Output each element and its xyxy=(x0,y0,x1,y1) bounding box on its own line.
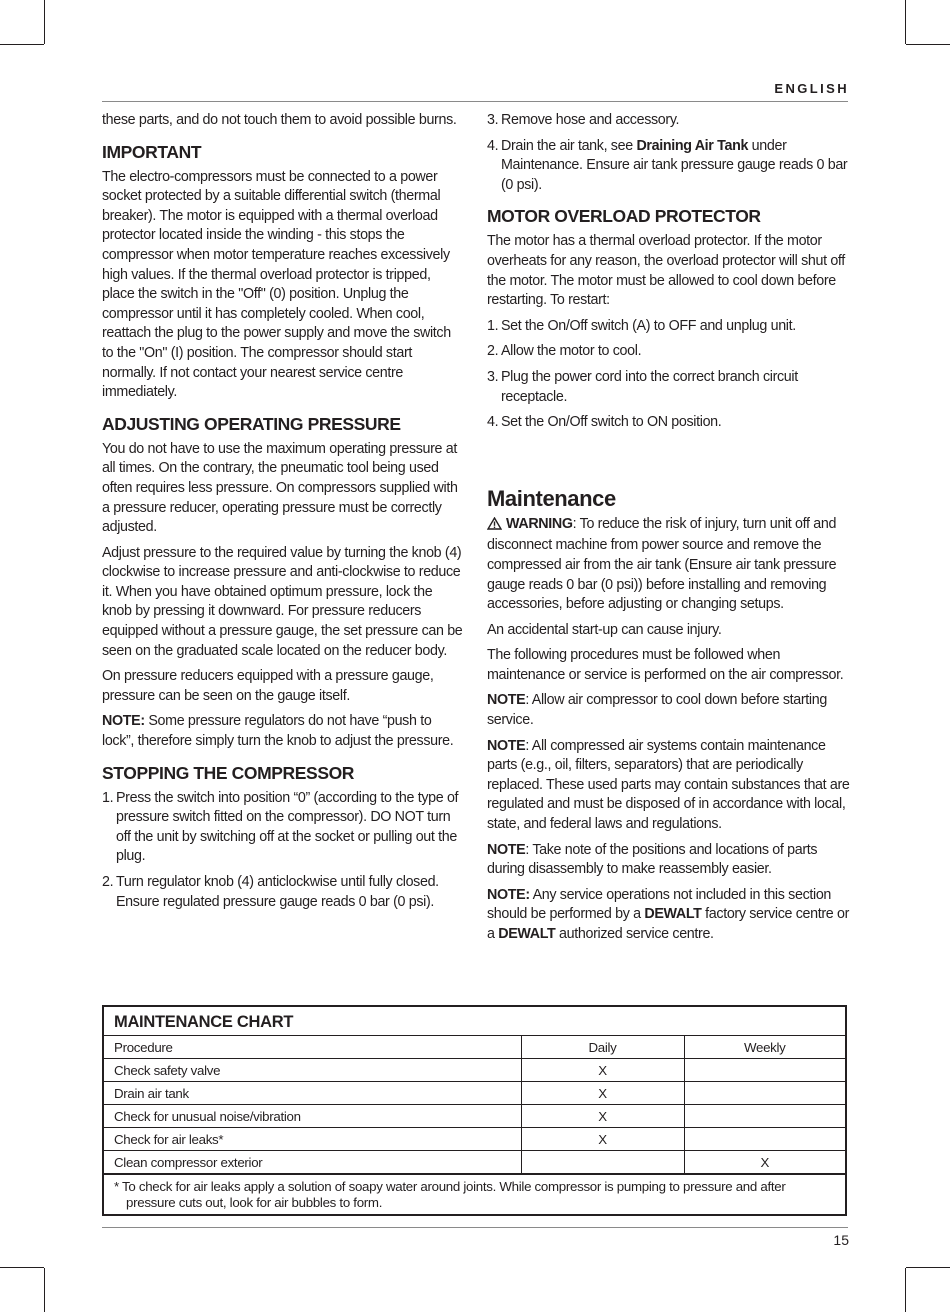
note-text: : Allow air compressor to cool down before starting service. xyxy=(487,692,827,729)
daily-cell: X xyxy=(521,1128,684,1151)
crop-mark xyxy=(906,1267,950,1268)
note-disassembly xyxy=(487,841,851,880)
step-number: 2. xyxy=(487,343,499,360)
list-item xyxy=(102,789,464,867)
table-row xyxy=(104,1059,845,1082)
left-column xyxy=(102,111,464,918)
note-service xyxy=(487,886,851,945)
chart-footnote xyxy=(104,1174,845,1214)
weekly-cell: X xyxy=(684,1151,845,1174)
table-row xyxy=(104,1082,845,1105)
right-column xyxy=(487,111,851,951)
header-procedure: Procedure xyxy=(104,1036,521,1059)
adjusting-heading: ADJUSTING OPERATING PRESSURE xyxy=(102,413,401,434)
note-label: NOTE xyxy=(487,692,526,709)
intro-paragraph: these parts, and do not touch them to avoid possible burns. xyxy=(102,112,457,128)
list-item xyxy=(487,342,851,362)
crop-mark xyxy=(44,1268,45,1312)
procedure-cell: Check for unusual noise/vibration xyxy=(104,1105,521,1128)
pressure-note xyxy=(102,712,464,751)
step-text: Set the On/Off switch (A) to OFF and unplug unit. xyxy=(501,317,796,334)
procedure-cell: Clean compressor exterior xyxy=(104,1151,521,1174)
crop-mark xyxy=(44,0,45,44)
header-rule xyxy=(102,101,848,102)
table-row xyxy=(104,1105,845,1128)
list-item xyxy=(487,137,851,196)
step-text-pre: Drain the air tank, see xyxy=(501,137,637,154)
list-item xyxy=(487,368,851,407)
maintenance-chart-title: MAINTENANCE CHART xyxy=(104,1007,845,1036)
daily-cell: X xyxy=(521,1059,684,1082)
weekly-cell xyxy=(684,1128,845,1151)
adjust-paragraph-3: On pressure reducers equipped with a pressure gauge, pressure can be seen on the gauge itself. xyxy=(102,668,434,704)
crop-mark xyxy=(0,44,44,45)
daily-cell: X xyxy=(521,1082,684,1105)
important-heading: IMPORTANT xyxy=(102,141,202,162)
note-parts xyxy=(487,737,851,835)
note-label: NOTE: xyxy=(487,886,530,903)
restart-steps xyxy=(487,317,851,433)
note-label: NOTE: xyxy=(102,713,145,730)
warning-triangle-icon xyxy=(487,517,502,537)
weekly-cell xyxy=(684,1082,845,1105)
warning-paragraph xyxy=(487,515,851,615)
step-text: Allow the motor to cool. xyxy=(501,343,642,360)
step-number: 1. xyxy=(487,317,499,334)
note-text: authorized service centre. xyxy=(555,926,714,942)
maintenance-chart xyxy=(102,1005,847,1216)
draining-air-tank-ref: Draining Air Tank xyxy=(636,137,749,154)
crop-mark xyxy=(906,44,950,45)
note-label: NOTE xyxy=(487,737,526,754)
language-label: ENGLISH xyxy=(774,81,849,96)
list-item xyxy=(487,413,851,433)
procedure-cell: Check for air leaks* xyxy=(104,1128,521,1151)
note-cooldown xyxy=(487,691,851,730)
step-number: 2. xyxy=(102,874,114,890)
procedure-cell: Drain air tank xyxy=(104,1082,521,1105)
step-number: 4. xyxy=(487,137,499,154)
header-weekly: Weekly xyxy=(684,1036,845,1059)
step-text: Press the switch into position “0” (according to the type of pressure switch fitted on the compressor). DO NOT turn off the unit by switching off at the socket or pulling out the plug. xyxy=(116,789,459,865)
table-row xyxy=(104,1151,845,1174)
step-number: 4. xyxy=(487,414,499,431)
stopping-heading: STOPPING THE COMPRESSOR xyxy=(102,762,355,783)
crop-mark xyxy=(905,1268,906,1312)
note-label: NOTE xyxy=(487,841,526,858)
accidental-paragraph: An accidental start-up can cause injury. xyxy=(487,621,722,638)
important-paragraph: The electro-compressors must be connected to a power socket protected by a suitable differential switch (thermal breaker). The motor is equipped with a thermal overload protector located inside the winding - this stops the compressor when motor temperature reaches excessively high values. If the thermal overload protector is tripped, place the switch in the "Off" (0) position. Unplug the compressor until it has completely cooled. When cool, reattach the plug to the power supply and move the switch to the "On" (I) position. The compressor should start normally. If not contact your nearest service centre immediately. xyxy=(102,168,451,401)
step-number: 1. xyxy=(102,789,114,806)
stopping-steps-continued xyxy=(487,111,851,195)
crop-mark xyxy=(905,0,906,44)
table-row xyxy=(104,1128,845,1151)
note-text: : Take note of the positions and locations of parts during disassembly to make reassembly easier. xyxy=(487,841,818,878)
maintenance-table xyxy=(104,1036,845,1174)
crop-mark xyxy=(0,1267,44,1268)
list-item xyxy=(487,317,851,337)
stopping-steps xyxy=(102,789,464,913)
warning-label: WARNING xyxy=(506,515,573,532)
procedure-cell: Check safety valve xyxy=(104,1059,521,1082)
motor-paragraph: The motor has a thermal overload protector. If the motor overheats for any reason, the overload protector will shut off the motor. The motor must be allowed to cool down before restarting. To restart: xyxy=(487,233,845,309)
list-item xyxy=(487,111,851,131)
footnote-text: * To check for air leaks apply a solution of soapy water around joints. While compressor is pumping to pressure and after pressure cuts out, look for air bubbles to form. xyxy=(114,1179,786,1210)
step-number: 3. xyxy=(487,112,499,128)
maintenance-heading: Maintenance xyxy=(487,485,616,511)
step-text-post: under Maintenance. Ensure air tank pressure gauge reads 0 bar (0 psi). xyxy=(501,137,848,193)
table-header-row xyxy=(104,1036,845,1059)
page-number: 15 xyxy=(833,1232,849,1248)
step-text: Remove hose and accessory. xyxy=(501,112,680,128)
daily-cell: X xyxy=(521,1105,684,1128)
note-text: Any service operations not included in this section should be performed by a xyxy=(487,886,832,923)
note-text: factory service centre or a xyxy=(487,906,849,942)
note-text: Some pressure regulators do not have “push to lock”, therefore simply turn the knob to adjust the pressure. xyxy=(102,713,454,750)
note-text: : All compressed air systems contain maintenance parts (e.g., oil, filters, separators) that are periodically replaced. These used parts may contain substances that are regulated and must be disposed of in accordance with local, state, and federal laws and regulations. xyxy=(487,737,850,833)
footer-rule xyxy=(102,1227,848,1228)
step-text: Set the On/Off switch to ON position. xyxy=(501,414,722,431)
weekly-cell xyxy=(684,1059,845,1082)
header-daily: Daily xyxy=(521,1036,684,1059)
weekly-cell xyxy=(684,1105,845,1128)
brand-name: DEWALT xyxy=(498,926,556,942)
warning-text: : To reduce the risk of injury, turn unit off and disconnect machine from power source and remove the compressed air from the air tank (Ensure air tank pressure gauge reads 0 bar (0 psi)) before installing and removing accessories, before adjusting or changing setups. xyxy=(487,515,837,613)
brand-name: DEWALT xyxy=(644,906,702,923)
list-item xyxy=(102,873,464,912)
adjust-paragraph-2: Adjust pressure to the required value by turning the knob (4) clockwise to increase pressure and anti-clockwise to reduce it. When you have obtained optimum pressure, lock the knob by pressing it downward. For pressure reducers equipped without a pressure gauge, the set pressure can be seen on the graduated scale located on the reducer body. xyxy=(102,544,463,659)
step-text: Turn regulator knob (4) anticlockwise until fully closed. Ensure regulated pressure gauge reads 0 bar (0 psi). xyxy=(116,874,439,910)
following-paragraph: The following procedures must be followed when maintenance or service is performed on the air compressor. xyxy=(487,647,844,683)
adjust-paragraph-1: You do not have to use the maximum operating pressure at all times. On the contrary, the pneumatic tool being used often requires less pressure. On compressors supplied with a pressure reducer, operating pressure must be correctly adjusted. xyxy=(102,440,458,536)
step-text: Plug the power cord into the correct branch circuit receptacle. xyxy=(501,368,798,405)
step-number: 3. xyxy=(487,368,499,385)
motor-overload-heading: MOTOR OVERLOAD PROTECTOR xyxy=(487,206,761,227)
daily-cell xyxy=(521,1151,684,1174)
